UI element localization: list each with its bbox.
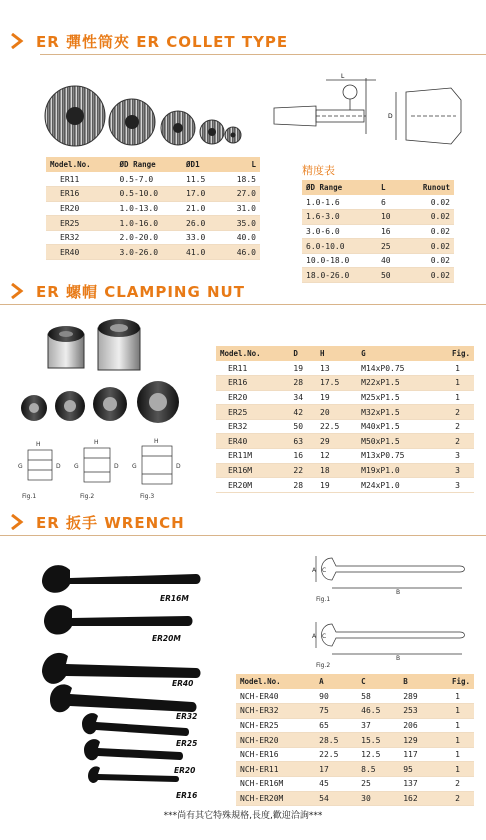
collet-section-title: ER 彈性筒夾 ER COLLET TYPE — [10, 30, 288, 52]
fig-caption: Fig.3 — [140, 493, 155, 500]
table-row: 18.0-26.0 50 0.02 — [302, 268, 454, 283]
wrench-label: ER32 — [176, 712, 198, 721]
dim-label-d: D — [114, 463, 119, 470]
table-row: ER16 28 17.5 M22xP1.5 1 — [216, 376, 474, 391]
table-row: 3.0-6.0 16 0.02 — [302, 224, 454, 239]
dim-label-a: A — [312, 567, 317, 574]
col-header: Runout — [403, 180, 454, 195]
col-header: L — [221, 157, 260, 172]
table-row: NCH-ER11 17 8.5 95 1 — [236, 762, 474, 777]
fig-caption: Fig.1 — [316, 596, 331, 603]
table-row: NCH-ER20 28.5 15.5 129 1 — [236, 733, 474, 748]
dim-label-b: B — [396, 655, 401, 662]
table-row: ER32 50 22.5 M40xP1.5 2 — [216, 419, 474, 434]
col-header: ØD1 — [182, 157, 221, 172]
nut-photo — [20, 314, 200, 434]
dim-label-d: D — [176, 463, 181, 470]
table-row: 1.0-1.6 6 0.02 — [302, 195, 454, 210]
table-row: 6.0-10.0 25 0.02 — [302, 239, 454, 254]
table-row: NCH-ER16M 45 25 137 2 — [236, 777, 474, 792]
col-header: Model.No. — [216, 346, 289, 361]
table-row: 1.6-3.0 10 0.02 — [302, 210, 454, 225]
dim-label-d: D — [388, 113, 393, 120]
footer-note: ***尚有其它特殊規格,長度,歡迎洽詢*** — [163, 811, 323, 821]
table-row: 10.0-18.0 40 0.02 — [302, 253, 454, 268]
table-row: ER25 1.0-16.0 26.0 35.0 — [46, 216, 260, 231]
table-row: ER20M 28 19 M24xP1.0 3 — [216, 478, 474, 493]
dim-label-l: L — [341, 73, 345, 80]
section-divider — [40, 54, 486, 55]
wrench-label: ER16M — [160, 594, 189, 603]
wrench-table — [236, 674, 474, 806]
table-row: ER20 1.0-13.0 21.0 31.0 — [46, 201, 260, 216]
accuracy-table-title: 精度表 — [302, 164, 335, 177]
table-row: ER40 63 29 M50xP1.5 2 — [216, 434, 474, 449]
dim-label-h: H — [94, 439, 99, 446]
wrench-label: ER25 — [176, 739, 198, 748]
accuracy-table — [302, 180, 454, 283]
table-row: NCH-ER32 75 46.5 253 1 — [236, 704, 474, 719]
dim-label-d: D — [56, 463, 61, 470]
dim-label-g: G — [132, 463, 137, 470]
nut-table — [216, 346, 474, 493]
wrench-label: ER20M — [152, 634, 181, 643]
chevron-right-icon — [10, 33, 24, 49]
nut-section-title: ER 螺帽 CLAMPING NUT — [10, 280, 245, 302]
collet-photo — [40, 78, 250, 150]
col-header: D — [289, 346, 316, 361]
col-header: Fig. — [434, 674, 474, 689]
col-header: G — [357, 346, 435, 361]
dim-label-b: B — [396, 589, 401, 596]
chevron-right-icon — [10, 283, 24, 299]
nut-drawing — [14, 438, 194, 494]
col-header: C — [357, 674, 399, 689]
dim-label-h: H — [36, 441, 41, 448]
table-row: NCH-ER25 65 37 206 1 — [236, 718, 474, 733]
col-header: A — [315, 674, 357, 689]
table-row: ER16 0.5-10.0 17.0 27.0 — [46, 187, 260, 202]
wrench-label: ER16 — [176, 791, 198, 800]
dim-label-g: G — [74, 463, 79, 470]
col-header: ØD Range — [302, 180, 377, 195]
collet-drawing — [266, 70, 478, 148]
col-header: H — [316, 346, 357, 361]
col-header: Model.No. — [236, 674, 315, 689]
collet-table — [46, 157, 260, 260]
fig-caption: Fig.2 — [316, 662, 331, 669]
wrench-drawing — [312, 546, 472, 666]
dim-label-a: A — [312, 633, 317, 640]
dim-label-g: G — [18, 463, 23, 470]
table-row: NCH-ER20M 54 30 162 2 — [236, 791, 474, 806]
table-row: NCH-ER16 22.5 12.5 117 1 — [236, 747, 474, 762]
table-row: ER16M 22 18 M19xP1.0 3 — [216, 463, 474, 478]
wrench-photo — [36, 552, 206, 802]
dim-label-c: C — [322, 567, 327, 574]
table-row: ER40 3.0-26.0 41.0 46.0 — [46, 245, 260, 260]
col-header: B — [399, 674, 434, 689]
col-header: Model.No. — [46, 157, 116, 172]
fig-caption: Fig.2 — [80, 493, 95, 500]
table-row: ER11 0.5-7.0 11.5 18.5 — [46, 172, 260, 187]
section-divider — [0, 535, 486, 536]
chevron-right-icon — [10, 514, 24, 530]
table-row: ER11M 16 12 M13xP0.75 3 — [216, 449, 474, 464]
dim-label-c: C — [322, 633, 327, 640]
table-row: ER25 42 20 M32xP1.5 2 — [216, 405, 474, 420]
col-header: ØD Range — [116, 157, 183, 172]
col-header: Fig. — [435, 346, 474, 361]
section-divider — [0, 304, 486, 305]
wrench-label: ER20 — [174, 766, 196, 775]
fig-caption: Fig.1 — [22, 493, 37, 500]
table-row: ER20 34 19 M25xP1.5 1 — [216, 390, 474, 405]
table-row: ER11 19 13 M14xP0.75 1 — [216, 361, 474, 376]
wrench-label: ER40 — [172, 679, 194, 688]
table-row: NCH-ER40 90 58 289 1 — [236, 689, 474, 704]
wrench-section-title: ER 扳手 WRENCH — [10, 511, 185, 533]
table-row: ER32 2.0-20.0 33.0 40.0 — [46, 230, 260, 245]
dim-label-h: H — [154, 438, 159, 445]
col-header: L — [377, 180, 403, 195]
